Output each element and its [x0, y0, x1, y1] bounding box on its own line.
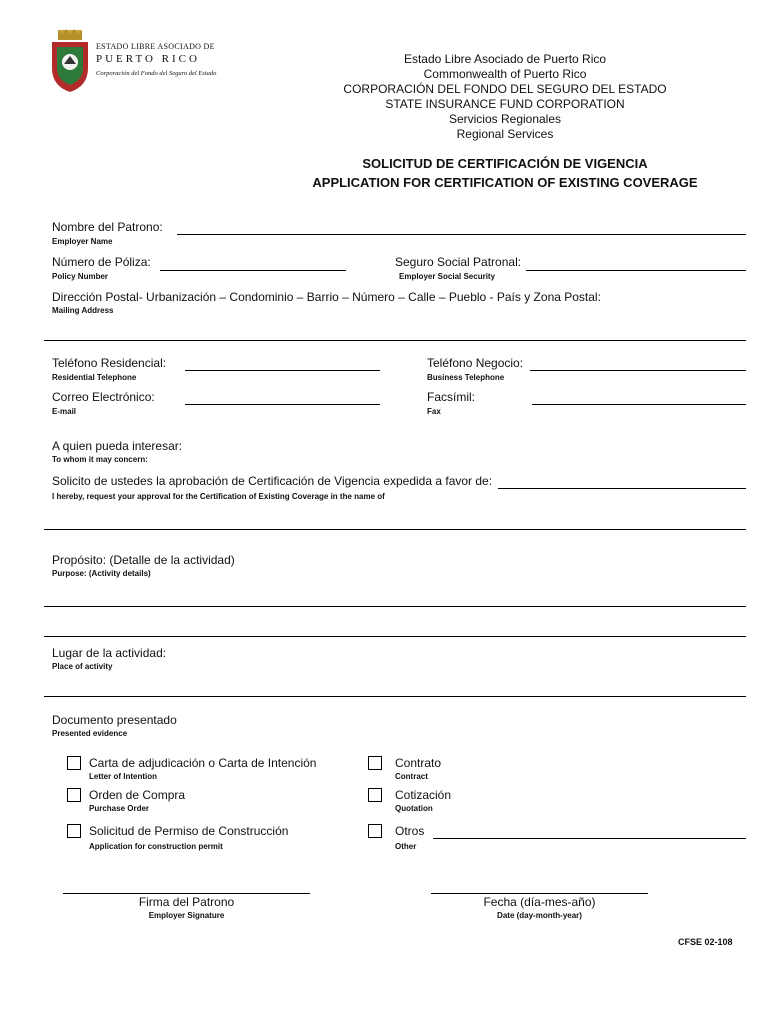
other-checkbox[interactable] [368, 824, 382, 838]
header-line: STATE INSURANCE FUND CORPORATION [385, 97, 625, 111]
place-label: Lugar de la actividad: [52, 646, 167, 660]
employer-name-sublabel: Employer Name [52, 237, 113, 246]
other-specify-field[interactable] [433, 838, 746, 839]
quotation-sublabel: Quotation [395, 804, 433, 813]
purchase-order-checkbox[interactable] [67, 788, 81, 802]
employer-name-field[interactable] [177, 234, 746, 235]
letter-sublabel: Letter of Intention [89, 772, 157, 781]
request-sublabel: I hereby, request your approval for the Certification of Existing Coverage in the name of [52, 492, 385, 501]
email-label: Correo Electrónico: [52, 390, 155, 404]
logo-line3: Corporación del Fondo del Seguro del Estado [96, 70, 217, 77]
place-sublabel: Place of activity [52, 662, 113, 671]
date-sublabel: Date (day-month-year) [497, 911, 582, 920]
header-line: Servicios Regionales [448, 112, 562, 126]
fax-label: Facsímil: [427, 390, 475, 404]
mailing-address-sublabel: Mailing Address [52, 306, 114, 315]
fax-sublabel: Fax [427, 407, 441, 416]
employer-name-label: Nombre del Patrono: [52, 220, 163, 234]
res-phone-label: Teléfono Residencial: [52, 356, 167, 370]
purpose-field-line2[interactable] [44, 636, 746, 637]
purpose-field-line1[interactable] [44, 606, 746, 607]
signature-label: Firma del Patrono [138, 895, 235, 909]
header-line: Estado Libre Asociado de Puerto Rico [403, 52, 607, 66]
date-line[interactable] [431, 893, 648, 894]
signature-sublabel: Employer Signature [148, 911, 225, 920]
cfse-logo [48, 28, 243, 94]
purpose-sublabel: Purpose: (Activity details) [52, 569, 151, 578]
policy-number-field[interactable] [160, 270, 346, 271]
res-phone-sublabel: Residential Telephone [52, 373, 137, 382]
place-field[interactable] [44, 696, 746, 697]
contract-sublabel: Contract [395, 772, 428, 781]
bus-phone-label: Teléfono Negocio: [427, 356, 524, 370]
header-block [285, 52, 725, 142]
contract-checkbox[interactable] [368, 756, 382, 770]
employer-ss-sublabel: Employer Social Security [399, 272, 496, 281]
policy-number-label: Número de Póliza: [52, 255, 151, 269]
title-en: APPLICATION FOR CERTIFICATION OF EXISTING COVERAGE [312, 175, 698, 190]
logo-line1: ESTADO LIBRE ASOCIADO DE [96, 42, 215, 51]
fax-field[interactable] [532, 404, 746, 405]
policy-number-sublabel: Policy Number [52, 272, 109, 281]
evidence-sublabel: Presented evidence [52, 729, 128, 738]
request-label: Solicito de ustedes la aprobación de Certificación de Vigencia expedida a favor de: [52, 474, 493, 488]
quotation-checkbox[interactable] [368, 788, 382, 802]
res-phone-field[interactable] [185, 370, 380, 371]
form-code: CFSE 02-108 [678, 937, 733, 947]
employer-ss-label: Seguro Social Patronal: [395, 255, 522, 269]
date-label: Fecha (día-mes-año) [483, 895, 596, 909]
request-name-field-line2[interactable] [44, 529, 746, 530]
evidence-label: Documento presentado [52, 713, 177, 727]
contract-label: Contrato [395, 756, 442, 770]
purpose-label: Propósito: (Detalle de la actividad) [52, 553, 235, 567]
letter-checkbox[interactable] [67, 756, 81, 770]
purchase-order-sublabel: Purchase Order [89, 804, 150, 813]
coat-of-arms-icon [48, 28, 92, 94]
other-sublabel: Other [395, 842, 417, 851]
purchase-order-label: Orden de Compra [89, 788, 186, 802]
request-name-field[interactable] [498, 488, 746, 489]
email-field[interactable] [185, 404, 380, 405]
bus-phone-sublabel: Business Telephone [427, 373, 505, 382]
employer-ss-field[interactable] [526, 270, 746, 271]
signature-line[interactable] [63, 893, 310, 894]
letter-label: Carta de adjudicación o Carta de Intención [89, 756, 317, 770]
to-whom-label: A quien pueda interesar: [52, 439, 183, 453]
header-line: Commonwealth of Puerto Rico [423, 67, 587, 81]
header-line: CORPORACIÓN DEL FONDO DEL SEGURO DEL ESTADO [343, 82, 667, 96]
permit-label: Solicitud de Permiso de Construcción [89, 824, 289, 838]
logo-line2: PUERTO RICO [96, 53, 200, 65]
to-whom-sublabel: To whom it may concern: [52, 455, 148, 464]
title-es: SOLICITUD DE CERTIFICACIÓN DE VIGENCIA [362, 156, 648, 171]
permit-checkbox[interactable] [67, 824, 81, 838]
permit-sublabel: Application for construction permit [89, 842, 223, 851]
header-line: Regional Services [456, 127, 554, 141]
mailing-address-label: Dirección Postal- Urbanización – Condominio – Barrio – Número – Calle – Pueblo - País y Zona Postal: [52, 290, 601, 304]
mailing-address-field[interactable] [44, 340, 746, 341]
other-label: Otros [395, 824, 425, 838]
quotation-label: Cotización [395, 788, 452, 802]
bus-phone-field[interactable] [530, 370, 746, 371]
email-sublabel: E-mail [52, 407, 77, 416]
